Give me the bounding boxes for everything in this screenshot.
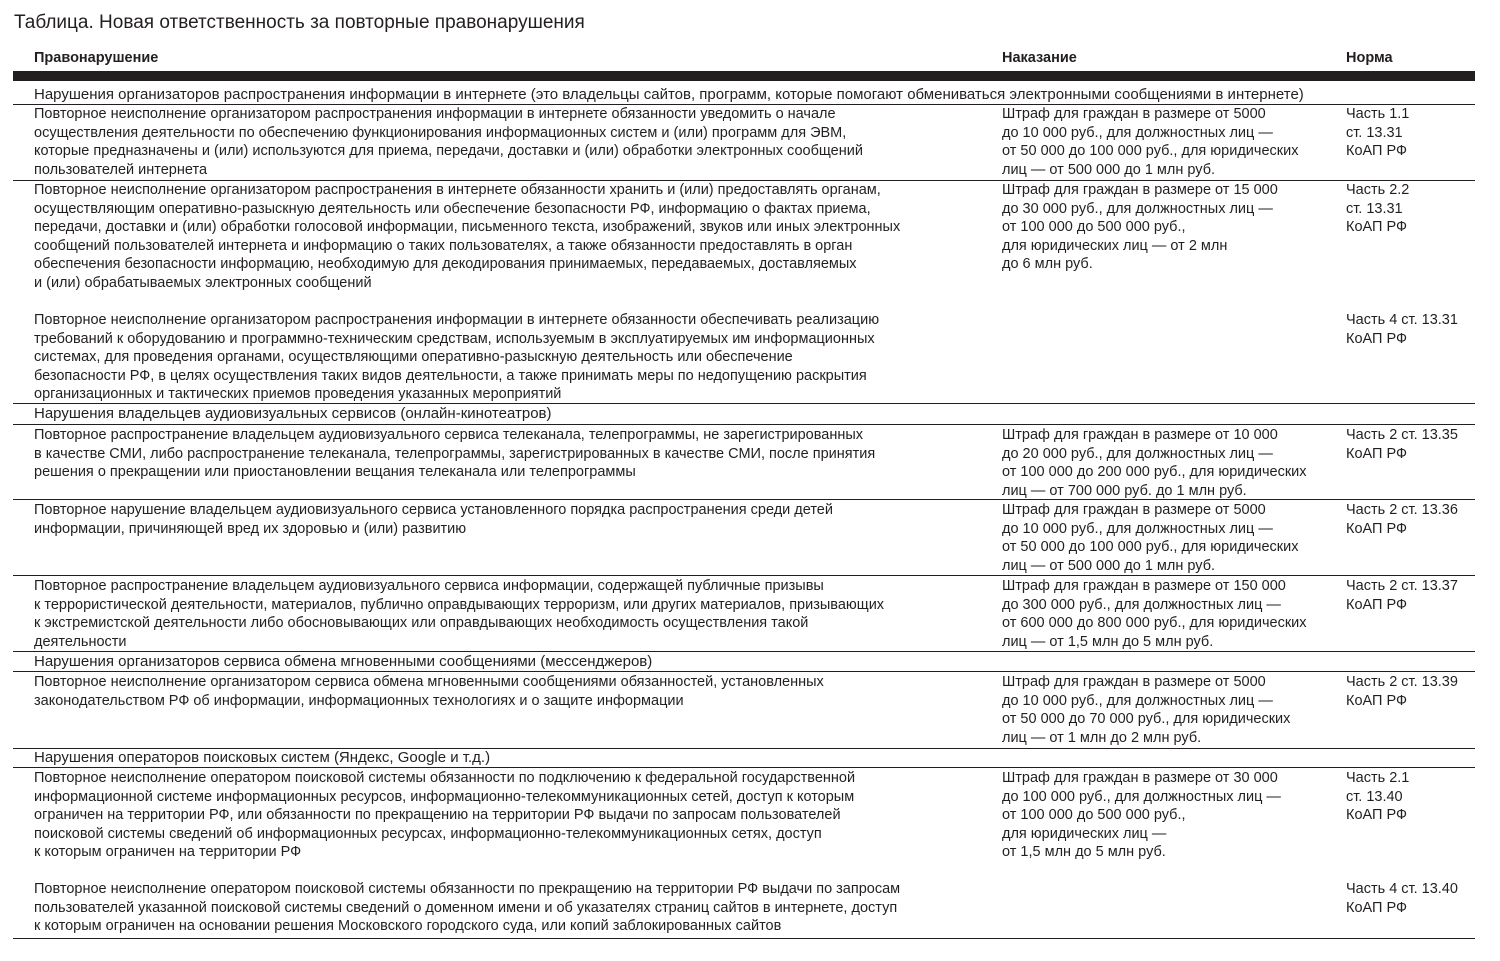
row-divider (13, 403, 1475, 404)
row-divider (13, 575, 1475, 576)
offense-cell: Повторное неисполнение организатором распространения информации в интернете обязанности уведомить о начале осуществления деятельности по обеспечению функционирования информационных систем и (или) программ для ЭВМ, которые предназначены и (или) используются для приема, передачи, доставки и (или) обработки электронных сообщений пользователей интернета (34, 106, 863, 178)
column-header-offense: Правонарушение (34, 50, 159, 66)
row-divider (13, 671, 1475, 672)
norm-cell: Часть 2 ст. 13.37 КоАП РФ (1346, 578, 1458, 613)
column-header-norm: Норма (1346, 50, 1393, 66)
norm-cell: Часть 2 ст. 13.39 КоАП РФ (1346, 674, 1458, 709)
penalty-cell: Штраф для граждан в размере от 10 000 до 20 000 руб., для должностных лиц — от 100 000 до 200 000 руб., для юридических лиц — от 700 000 руб. до 1 млн руб. (1002, 427, 1307, 499)
offense-cell: Повторное неисполнение оператором поисковой системы обязанности по подключению к федеральной государственной информационной системе информационных ресурсов, информационно-телекоммуникационных сетей, доступ к которым ограничен на территории РФ, или обязанности по прекращению на территории РФ выдачи по запросам пользователей поисковой системы сведений об информационных ресурсах, информационно-телекоммуникационных сетях, доступ к которым ограничен на территории РФ (34, 770, 856, 861)
section-heading-org-distributors: Нарушения организаторов распространения информации в интернете (это владельцы сайтов, программ, которые помогают обмениваться электронными сообщениями в интернете) (34, 86, 1304, 103)
offense-cell: Повторное нарушение владельцем аудиовизуального сервиса установленного порядка распространения среди детей информации, причиняющей вред их здоровью и (или) развитию (34, 502, 833, 537)
column-header-penalty: Наказание (1002, 50, 1077, 66)
row-divider (13, 499, 1475, 500)
norm-cell: Часть 4 ст. 13.31 КоАП РФ (1346, 312, 1458, 347)
penalty-cell: Штраф для граждан в размере от 5000 до 10 000 руб., для должностных лиц — от 50 000 до 100 000 руб., для юридических лиц — от 500 000 до 1 млн руб. (1002, 502, 1299, 574)
row-divider (13, 424, 1475, 425)
penalty-cell: Штраф для граждан в размере от 30 000 до 100 000 руб., для должностных лиц — от 100 000 до 500 000 руб., для юридических лиц — от 1,5 млн до 5 млн руб. (1002, 770, 1281, 861)
offense-cell: Повторное распространение владельцем аудиовизуального сервиса информации, содержащей публичные призывы к террористической деятельности, материалов, публично оправдывающих терроризм, или других материалов, призывающих к экстремистской деятельности либо обосновывающих или оправдывающих необходимость осуществления такой деятельности (34, 578, 885, 650)
norm-cell: Часть 2 ст. 13.36 КоАП РФ (1346, 502, 1458, 537)
offense-cell: Повторное неисполнение организатором сервиса обмена мгновенными сообщениями обязанностей, установленных законодательством РФ об информации, информационных технологиях и о защите информации (34, 674, 824, 709)
norm-cell: Часть 1.1 ст. 13.31 КоАП РФ (1346, 106, 1410, 160)
offense-cell: Повторное неисполнение организатором распространения информации в интернете обязанности обеспечивать реализацию требований к оборудованию и программно-техническим средствам, используемым в эксплуатируемых им информационных системах, для проведения органами, осуществляющими оперативно-разыскную деятельность или обеспечение безопасности РФ, в целях осуществления таких видов деятельности, а также принимать меры по недопущению раскрытия организационных и тактических приемов проведения указанных мероприятий (34, 312, 880, 403)
norm-cell: Часть 2 ст. 13.35 КоАП РФ (1346, 427, 1458, 462)
norm-cell: Часть 4 ст. 13.40 КоАП РФ (1346, 881, 1458, 916)
offense-cell: Повторное неисполнение оператором поисковой системы обязанности по прекращению на территории РФ выдачи по запросам пользователей указанной поисковой системы сведений о доменном имени и об указателях страниц сайтов в интернете, доступ к которым ограничен на основании решения Московского городского суда, или копий заблокированных сайтов (34, 881, 901, 935)
penalty-cell: Штраф для граждан в размере от 5000 до 10 000 руб., для должностных лиц — от 50 000 до 70 000 руб., для юридических лиц — от 1 млн до 2 млн руб. (1002, 674, 1291, 746)
penalty-cell: Штраф для граждан в размере от 5000 до 10 000 руб., для должностных лиц — от 50 000 до 100 000 руб., для юридических лиц — от 500 000 до 1 млн руб. (1002, 106, 1299, 178)
section-heading-messengers: Нарушения организаторов сервиса обмена мгновенными сообщениями (мессенджеров) (34, 653, 653, 670)
row-divider (13, 651, 1475, 652)
offense-cell: Повторное распространение владельцем аудиовизуального сервиса телеканала, телепрограммы, не зарегистрированных в качестве СМИ, либо распространение телеканала, телепрограммы, зарегистрированных в качестве СМИ, после принятия решения о прекращении или приостановлении вещания телеканала или телепрограммы (34, 427, 876, 481)
table-bottom-rule (13, 938, 1475, 939)
section-heading-audiovisual: Нарушения владельцев аудиовизуальных сервисов (онлайн-кинотеатров) (34, 405, 552, 422)
offense-cell: Повторное неисполнение организатором распространения в интернете обязанности хранить и (или) предоставлять органам, осуществляющим оперативно-разыскную деятельность или обеспечение безопасности РФ, информацию о фактах приема, передачи, доставки и (или) обработки голосовой информации, письменного текста, изображений, звуков или иных электронных сообщений пользователей интернета и информацию о таких пользователях, а также обязанности предоставлять в орган обеспечения безопасности информацию, необходимую для декодирования принимаемых, передаваемых, доставляемых и (или) обрабатываемых электронных сообщений (34, 182, 901, 291)
row-divider (13, 767, 1475, 768)
table-title: Таблица. Новая ответственность за повторные правонарушения (14, 12, 585, 33)
penalty-cell: Штраф для граждан в размере от 150 000 до 300 000 руб., для должностных лиц — от 600 000 до 800 000 руб., для юридических лиц — от 1,5 млн до 5 млн руб. (1002, 578, 1307, 650)
header-bar (13, 71, 1475, 81)
norm-cell: Часть 2.1 ст. 13.40 КоАП РФ (1346, 770, 1410, 824)
section-heading-search-operators: Нарушения операторов поисковых систем (Яндекс, Google и т.д.) (34, 749, 491, 766)
penalty-cell: Штраф для граждан в размере от 15 000 до 30 000 руб., для должностных лиц — от 100 000 до 500 000 руб., для юридических лиц — от 2 млн до 6 млн руб. (1002, 182, 1278, 273)
norm-cell: Часть 2.2 ст. 13.31 КоАП РФ (1346, 182, 1410, 236)
